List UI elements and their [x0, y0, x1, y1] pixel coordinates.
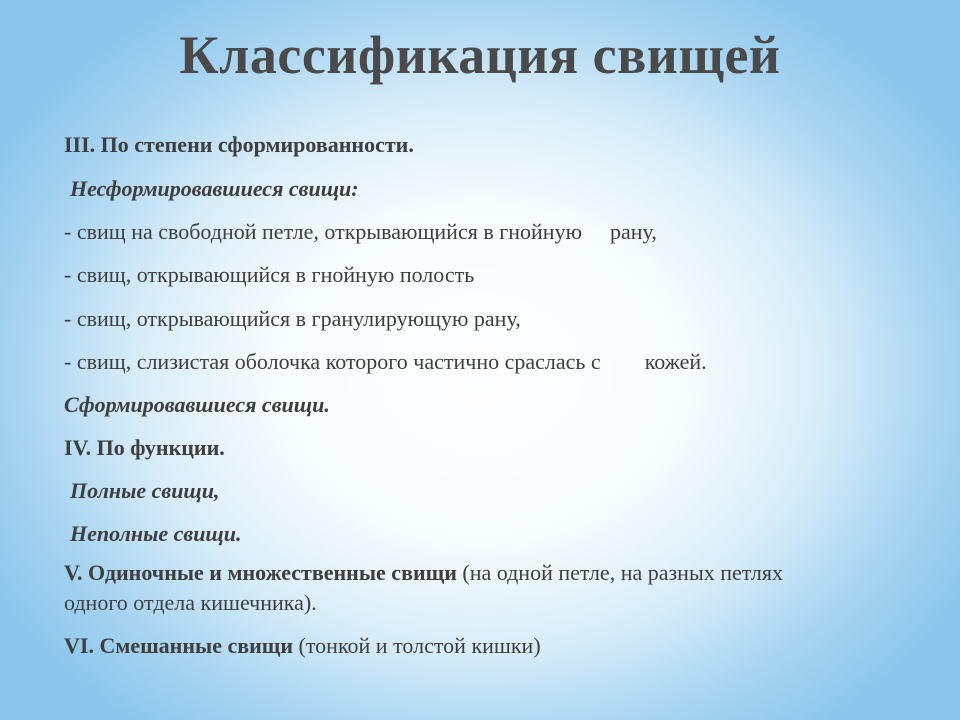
list-item	[64, 217, 657, 247]
list-item-text-tail: рану,	[610, 219, 657, 244]
section-v	[64, 558, 824, 618]
section-v-heading: V. Одиночные и множественные свищи	[64, 560, 457, 585]
slide-title: Классификация свищей	[179, 25, 781, 85]
list-item-text: - свищ на свободной петле, открывающийся в гнойную	[64, 219, 583, 244]
section-v-details: (на одной петле, на разных петлях одного отдела кишечника).	[64, 560, 783, 615]
formed-fistulas-heading: Сформировавшиеся свищи.	[64, 392, 330, 417]
section-vi	[64, 631, 541, 661]
list-item-text: - свищ, слизистая оболочка которого частично сраслась с	[64, 349, 601, 374]
list-item: - свищ, открывающийся в гнойную полость	[64, 262, 475, 287]
complete-fistulas: Полные свищи,	[70, 478, 220, 503]
section-iv-heading: IV. По функции.	[64, 435, 225, 460]
unformed-fistulas-heading: Несформировавшиеся свищи:	[70, 176, 359, 201]
incomplete-fistulas: Неполные свищи.	[70, 521, 242, 546]
section-vi-heading: VI. Смешанные свищи	[64, 633, 294, 658]
section-iii-heading: III. По степени сформированности.	[64, 132, 414, 157]
section-vi-details: (тонкой и толстой кишки)	[293, 633, 541, 658]
list-item	[64, 347, 707, 377]
list-item: - свищ, открывающийся в гранулирующую рану,	[64, 306, 521, 331]
list-item-text-tail: кожей.	[644, 349, 707, 374]
